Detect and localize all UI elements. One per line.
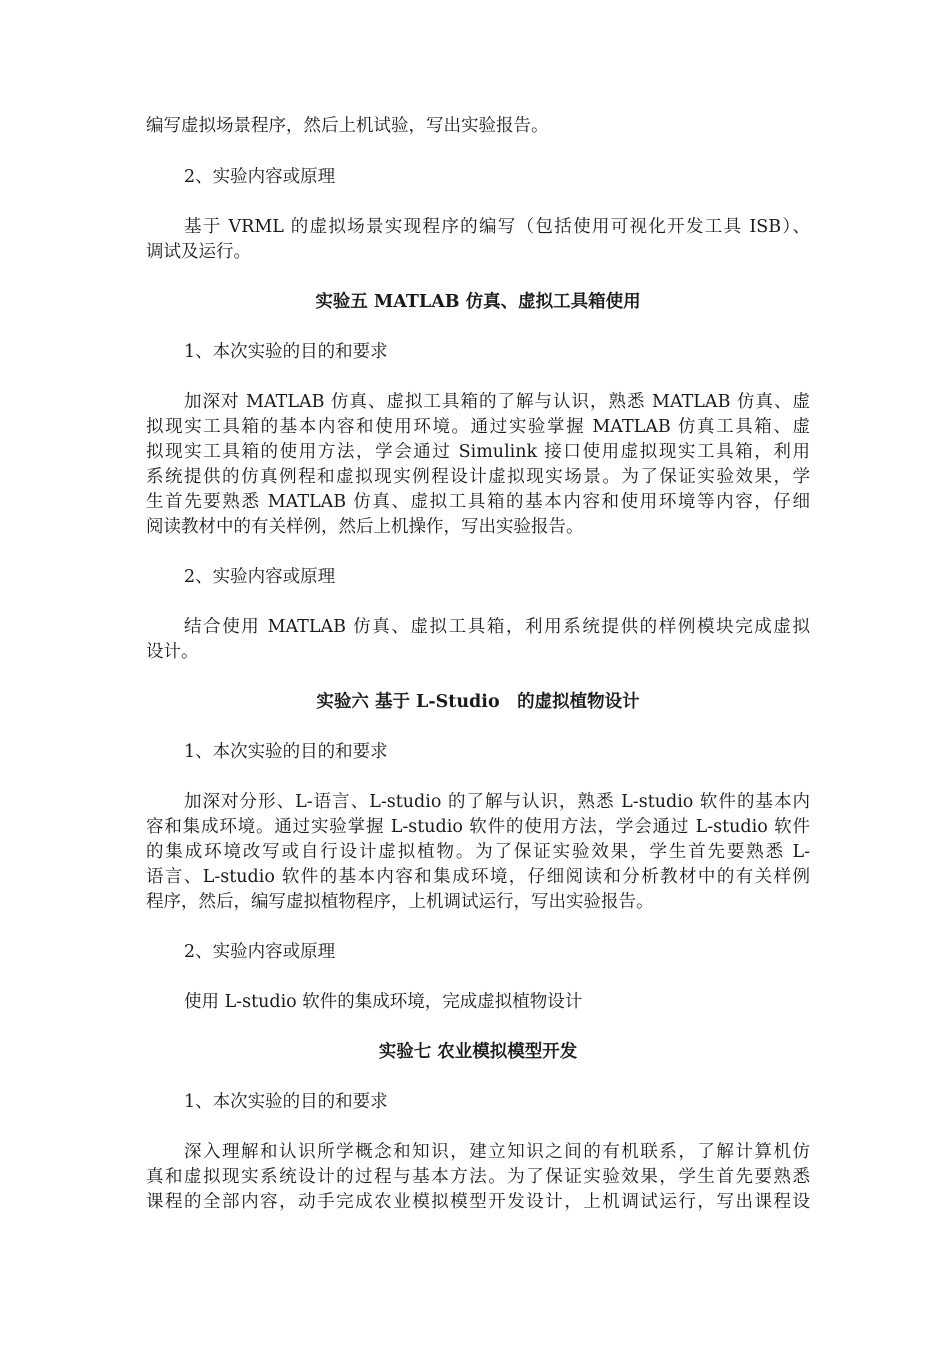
subheading: 1、本次实验的目的和要求 — [184, 742, 388, 762]
subheading: 2、实验内容或原理 — [184, 167, 336, 187]
subheading: 2、实验内容或原理 — [184, 942, 336, 962]
paragraph-line: 拟现实工具箱的使用方法，学会通过 Simulink 接口使用虚拟现实工具箱，利用 — [146, 442, 810, 462]
section-heading: 实验七 农业模拟模型开发 — [378, 1042, 578, 1062]
paragraph-line: 设计。 — [146, 642, 199, 662]
paragraph-line: 调试及运行。 — [146, 242, 251, 262]
paragraph-line: 加深对 MATLAB 仿真、虚拟工具箱的了解与认识，熟悉 MATLAB 仿真、虚 — [184, 392, 810, 412]
subheading: 1、本次实验的目的和要求 — [184, 342, 388, 362]
paragraph-line: 语言、L-studio 软件的基本内容和集成环境，仔细阅读和分析教材中的有关样例 — [146, 867, 810, 887]
subheading: 2、实验内容或原理 — [184, 567, 336, 587]
paragraph-line: 课程的全部内容，动手完成农业模拟模型开发设计，上机调试运行，写出课程设 — [146, 1192, 810, 1212]
paragraph-line: 使用 L-studio 软件的集成环境，完成虚拟植物设计 — [184, 992, 583, 1012]
paragraph-line: 程序，然后，编写虚拟植物程序，上机调试运行，写出实验报告。 — [146, 892, 654, 912]
paragraph-line: 生首先要熟悉 MATLAB 仿真、虚拟工具箱的基本内容和使用环境等内容，仔细 — [146, 492, 810, 512]
paragraph-line: 加深对分形、L-语言、L-studio 的了解与认识，熟悉 L-studio 软件的基本内 — [184, 792, 810, 812]
subheading: 1、本次实验的目的和要求 — [184, 1092, 388, 1112]
section-heading: 实验六 基于 L-Studio 的虚拟植物设计 — [316, 692, 640, 712]
paragraph-line: 深入理解和认识所学概念和知识，建立知识之间的有机联系，了解计算机仿 — [184, 1142, 810, 1162]
paragraph-line: 阅读教材中的有关样例，然后上机操作，写出实验报告。 — [146, 517, 584, 537]
paragraph-line: 编写虚拟场景程序，然后上机试验，写出实验报告。 — [146, 116, 549, 136]
paragraph-line: 拟现实工具箱的基本内容和使用环境。通过实验掌握 MATLAB 仿真工具箱、虚 — [146, 417, 810, 437]
paragraph-line: 结合使用 MATLAB 仿真、虚拟工具箱，利用系统提供的样例模块完成虚拟 — [184, 617, 810, 637]
paragraph-line: 容和集成环境。通过实验掌握 L-studio 软件的使用方法，学会通过 L-studio 软件 — [146, 817, 810, 837]
paragraph-line: 的集成环境改写或自行设计虚拟植物。为了保证实验效果，学生首先要熟悉 L- — [146, 842, 810, 862]
paragraph-line: 系统提供的仿真例程和虚拟现实例程设计虚拟现实场景。为了保证实验效果，学 — [146, 467, 810, 487]
section-heading: 实验五 MATLAB 仿真、虚拟工具箱使用 — [315, 292, 641, 312]
paragraph-line: 真和虚拟现实系统设计的过程与基本方法。为了保证实验效果，学生首先要熟悉 — [146, 1167, 810, 1187]
paragraph-line: 基于 VRML 的虚拟场景实现程序的编写（包括使用可视化开发工具 ISB）、 — [184, 217, 810, 237]
